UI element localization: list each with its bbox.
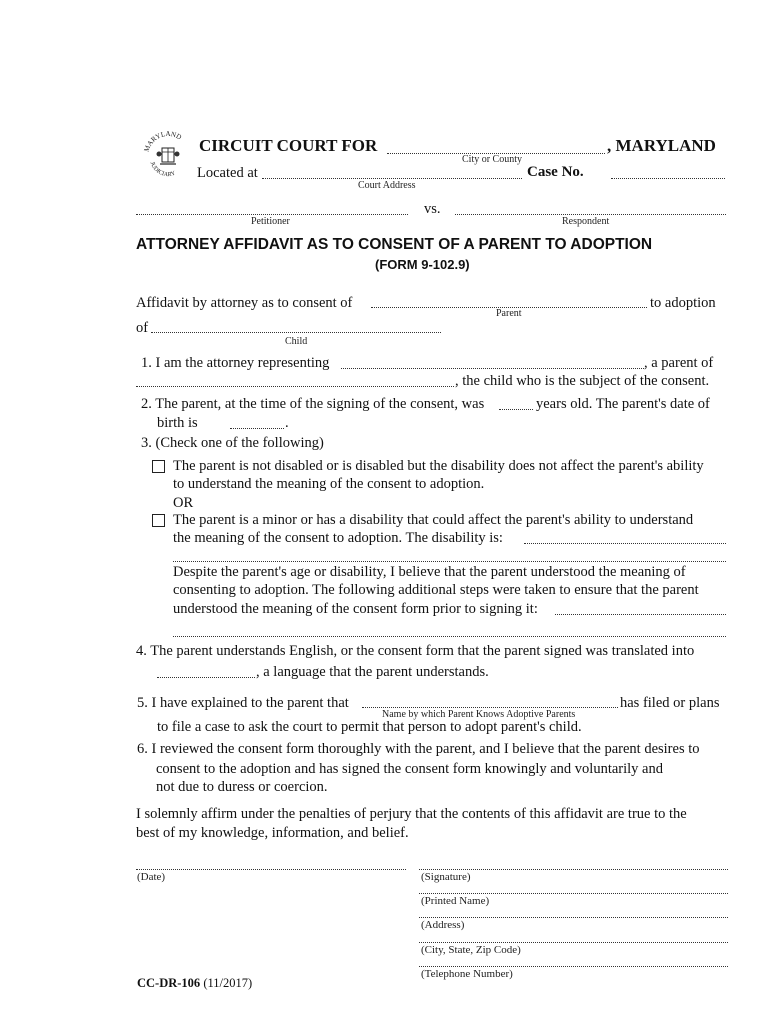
item-2-text: 2. The parent, at the time of the signing of the consent, was	[141, 396, 485, 412]
despite-line1: Despite the parent's age or disability, I believe that the parent understood the meaning of	[173, 564, 686, 580]
item-3-text: 3. (Check one of the following)	[141, 435, 324, 451]
petitioner-caption: Petitioner	[251, 216, 290, 227]
additional-steps-field-2[interactable]	[173, 636, 726, 637]
state-label: , MARYLAND	[607, 136, 716, 155]
parent-caption: Parent	[496, 308, 522, 319]
affirmation-line1: I solemnly affirm under the penalties of perjury that the contents of this affidavit are true to the	[136, 806, 687, 822]
child-name-field[interactable]	[151, 332, 441, 333]
telephone-caption: (Telephone Number)	[421, 968, 513, 980]
maryland-judiciary-seal	[140, 128, 196, 184]
respondent-field[interactable]	[455, 214, 726, 215]
option-1-line2: to understand the meaning of the consent to adoption.	[173, 476, 485, 492]
despite-line3: understood the meaning of the consent form prior to signing it:	[173, 601, 538, 617]
item-1-line2: , the child who is the subject of the consent.	[455, 373, 710, 389]
court-label: CIRCUIT COURT FOR	[199, 136, 378, 155]
vs-label: vs.	[424, 201, 441, 217]
form-id	[137, 976, 252, 991]
svg-text:JUDICIARY: JUDICIARY	[148, 161, 177, 179]
form-id-code: CC-DR-106	[137, 976, 201, 990]
of-text: of	[136, 320, 149, 336]
date-caption: (Date)	[137, 871, 166, 883]
printed-name-caption: (Printed Name)	[421, 895, 490, 907]
option-2-line2: the meaning of the consent to adoption. The disability is:	[173, 530, 503, 546]
parent-represented-field[interactable]	[341, 368, 644, 369]
court-address-field[interactable]	[262, 178, 522, 179]
item-5-suffix: has filed or plans	[620, 695, 720, 711]
adoptive-parents-field[interactable]	[362, 707, 618, 708]
case-number-field[interactable]	[611, 178, 725, 179]
additional-steps-field[interactable]	[555, 614, 726, 615]
disability-field-2[interactable]	[173, 561, 726, 562]
form-title: ATTORNEY AFFIDAVIT AS TO CONSENT OF A PARENT TO ADOPTION	[136, 236, 653, 253]
city-state-zip-field[interactable]	[419, 942, 728, 943]
city-county-caption: City or County	[462, 154, 523, 165]
option-2-checkbox[interactable]	[152, 514, 165, 527]
item-2-text-c: birth is	[157, 415, 198, 431]
item-6-line3: not due to duress or coercion.	[156, 779, 328, 795]
item-1-suffix: , a parent of	[644, 355, 714, 371]
svg-text:MARYLAND: MARYLAND	[142, 129, 183, 153]
address-caption: (Address)	[421, 919, 465, 931]
form-revision: (11/2017)	[203, 976, 253, 990]
parent-age-field[interactable]	[499, 409, 533, 410]
item-4-line1: 4. The parent understands English, or the consent form that the parent signed was translated into	[136, 643, 695, 659]
language-field[interactable]	[157, 677, 255, 678]
item-6-line2: consent to the adoption and has signed the consent form knowingly and voluntarily and	[156, 761, 663, 777]
court-address-caption: Court Address	[358, 180, 416, 191]
item-5-line2: to file a case to ask the court to permit that person to adopt parent's child.	[157, 719, 582, 735]
option-1-line1: The parent is not disabled or is disabled but the disability does not affect the parent's ability	[173, 458, 704, 474]
item-6-line1: 6. I reviewed the consent form thoroughly with the parent, and I believe that the parent desires to	[137, 741, 700, 757]
item-2-text-d: .	[285, 415, 289, 431]
located-at-label: Located at	[197, 165, 258, 181]
birth-date-field[interactable]	[230, 428, 284, 429]
item-5-text: 5. I have explained to the parent that	[137, 695, 349, 711]
to-adoption-text: to adoption	[650, 295, 716, 311]
address-field[interactable]	[419, 917, 728, 918]
item-2-text-b: years old. The parent's date of	[536, 396, 710, 412]
option-1-checkbox[interactable]	[152, 460, 165, 473]
or-label: OR	[173, 495, 194, 511]
printed-name-field[interactable]	[419, 893, 728, 894]
disability-field[interactable]	[524, 543, 726, 544]
despite-line2: consenting to adoption. The following additional steps were taken to ensure that the parent	[173, 582, 699, 598]
option-2-line1: The parent is a minor or has a disability that could affect the parent's ability to understand	[173, 512, 694, 528]
date-field[interactable]	[136, 869, 406, 870]
intro-text: Affidavit by attorney as to consent of	[136, 295, 353, 311]
telephone-field[interactable]	[419, 966, 728, 967]
child-caption: Child	[285, 336, 308, 347]
petitioner-field[interactable]	[136, 214, 408, 215]
respondent-caption: Respondent	[562, 216, 610, 227]
adoptive-parents-caption: Name by which Parent Knows Adoptive Parents	[382, 709, 576, 720]
form-number: (FORM 9-102.9)	[375, 257, 470, 272]
city-state-zip-caption: (City, State, Zip Code)	[421, 944, 521, 956]
item-4-line2: , a language that the parent understands.	[256, 664, 489, 680]
affirmation-line2: best of my knowledge, information, and belief.	[136, 825, 409, 841]
signature-field[interactable]	[419, 869, 728, 870]
child-subject-field[interactable]	[136, 386, 454, 387]
item-1-text: 1. I am the attorney representing	[141, 355, 330, 371]
signature-caption: (Signature)	[421, 871, 471, 883]
case-number-label: Case No.	[527, 164, 584, 180]
